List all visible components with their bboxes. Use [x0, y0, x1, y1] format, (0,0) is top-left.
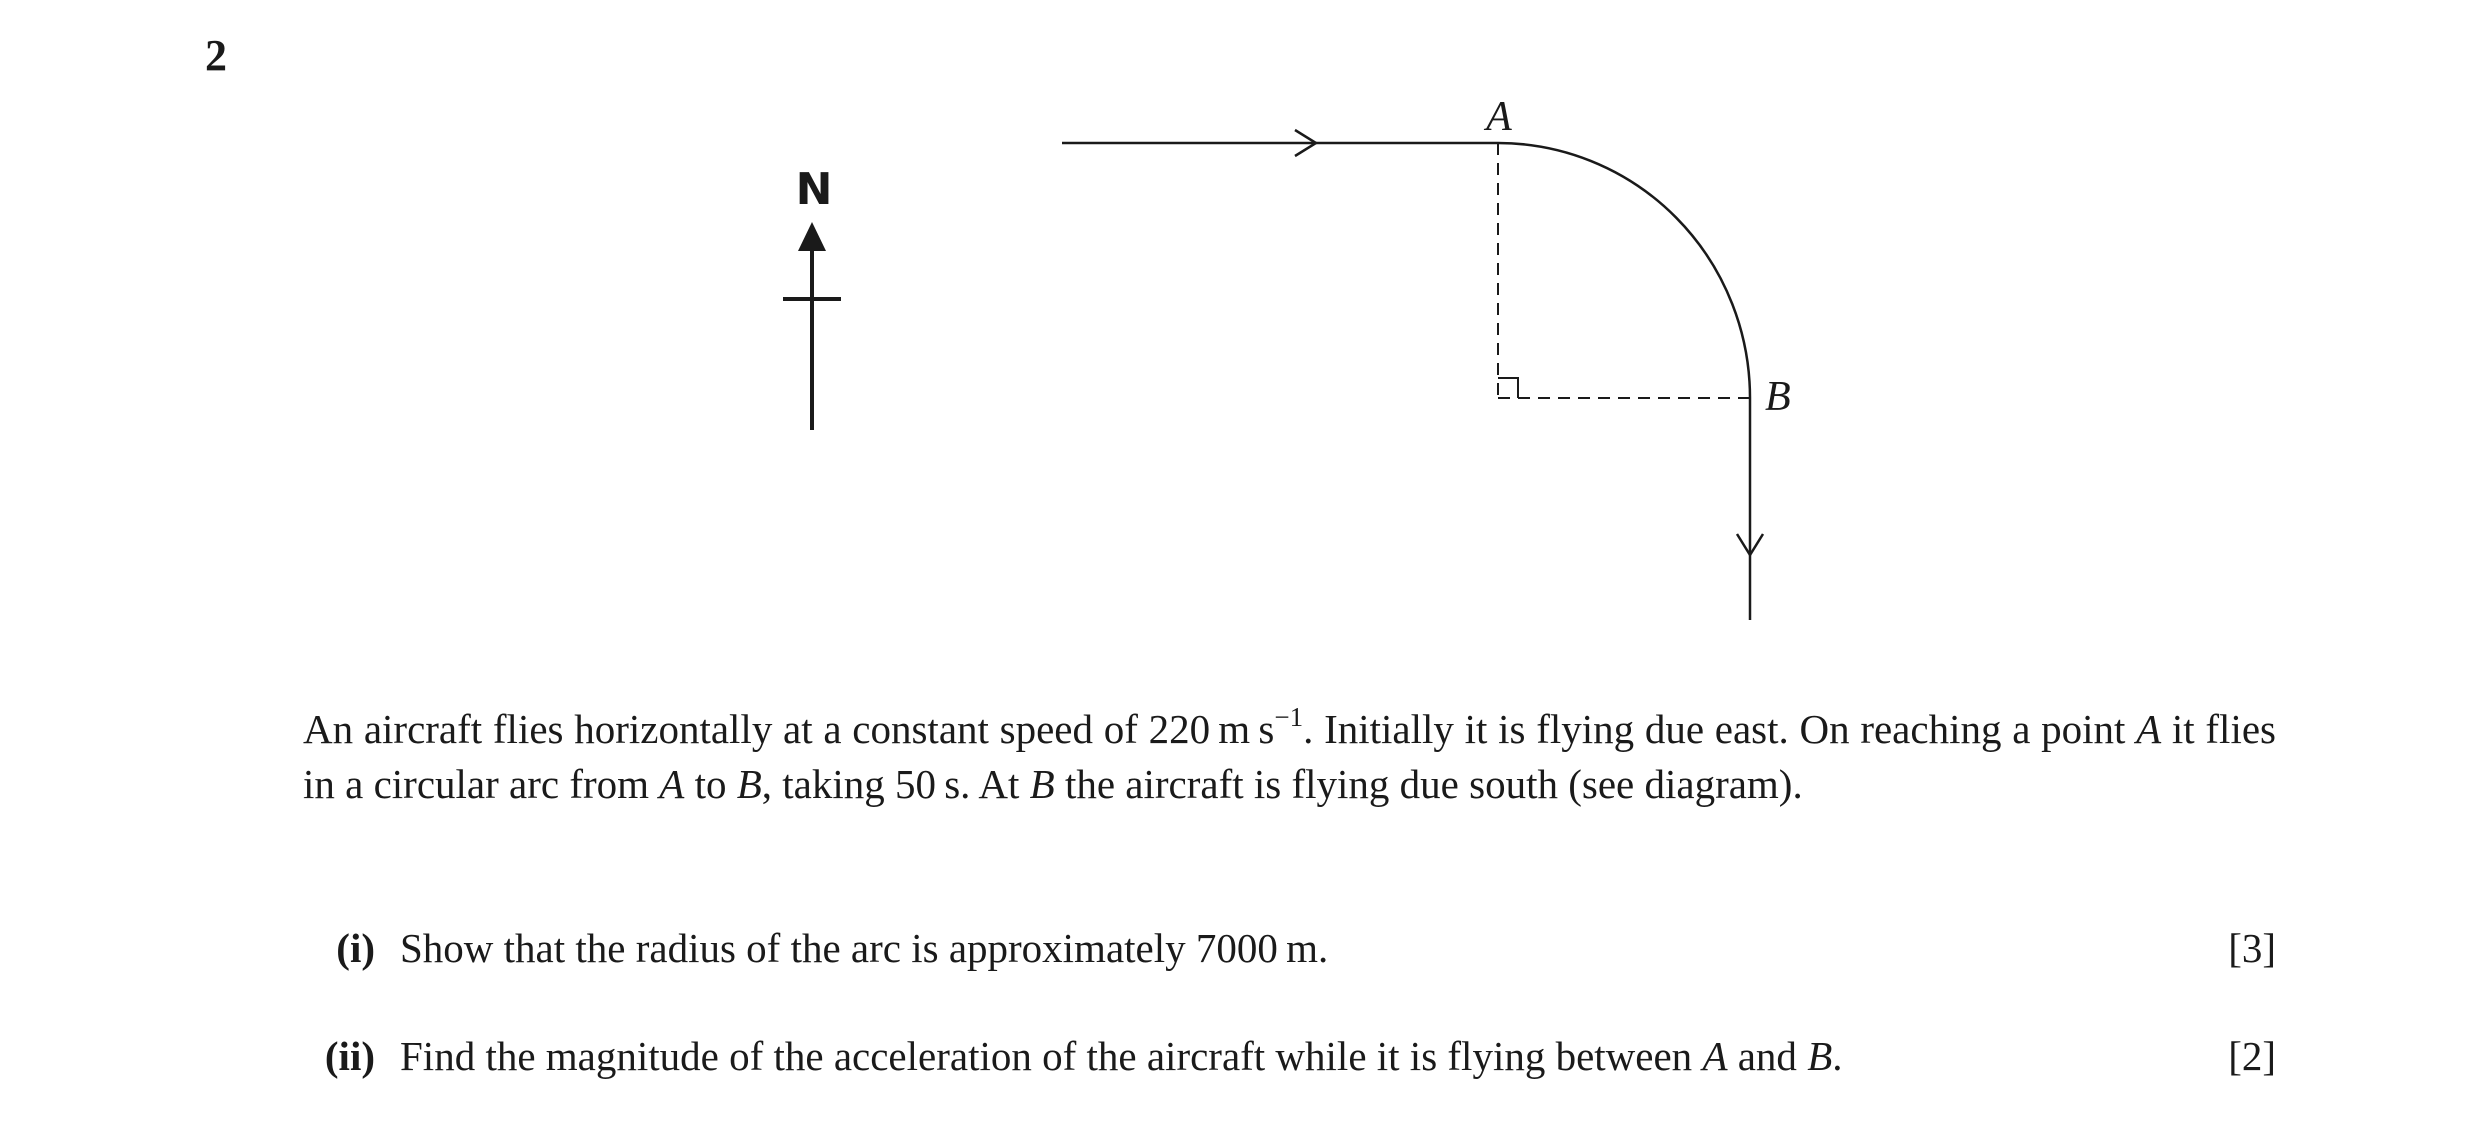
point-a-label: A	[1486, 94, 1512, 140]
question-stem: An aircraft flies horizontally at a constant speed of 220 m $s^{-1}$. Initially it is flying due east. On reaching a point A it flies in a circular arc from A to B, taking 50 s. At B the aircraft is flying due south (see diagram).	[303, 702, 2276, 807]
circular-arc	[1498, 143, 1750, 398]
part-ii-text: Find the magnitude of the acceleration of the aircraft while it is flying between A and B.	[400, 1033, 1843, 1079]
question-number: 2	[205, 31, 227, 80]
right-angle-marker	[1498, 378, 1518, 398]
north-label: N	[795, 164, 833, 215]
part-ii-label: (ii)	[324, 1033, 375, 1079]
north-arrow-icon	[783, 222, 841, 430]
part-i-marks: [3]	[2228, 925, 2276, 971]
part-ii-marks: [2]	[2228, 1033, 2276, 1079]
part-i-text: Show that the radius of the arc is approximately 7000 m.	[400, 925, 1329, 971]
unit-exponent: −1	[1274, 702, 1304, 733]
part-i-label: (i)	[336, 925, 375, 971]
point-b-label: B	[1765, 374, 1791, 420]
